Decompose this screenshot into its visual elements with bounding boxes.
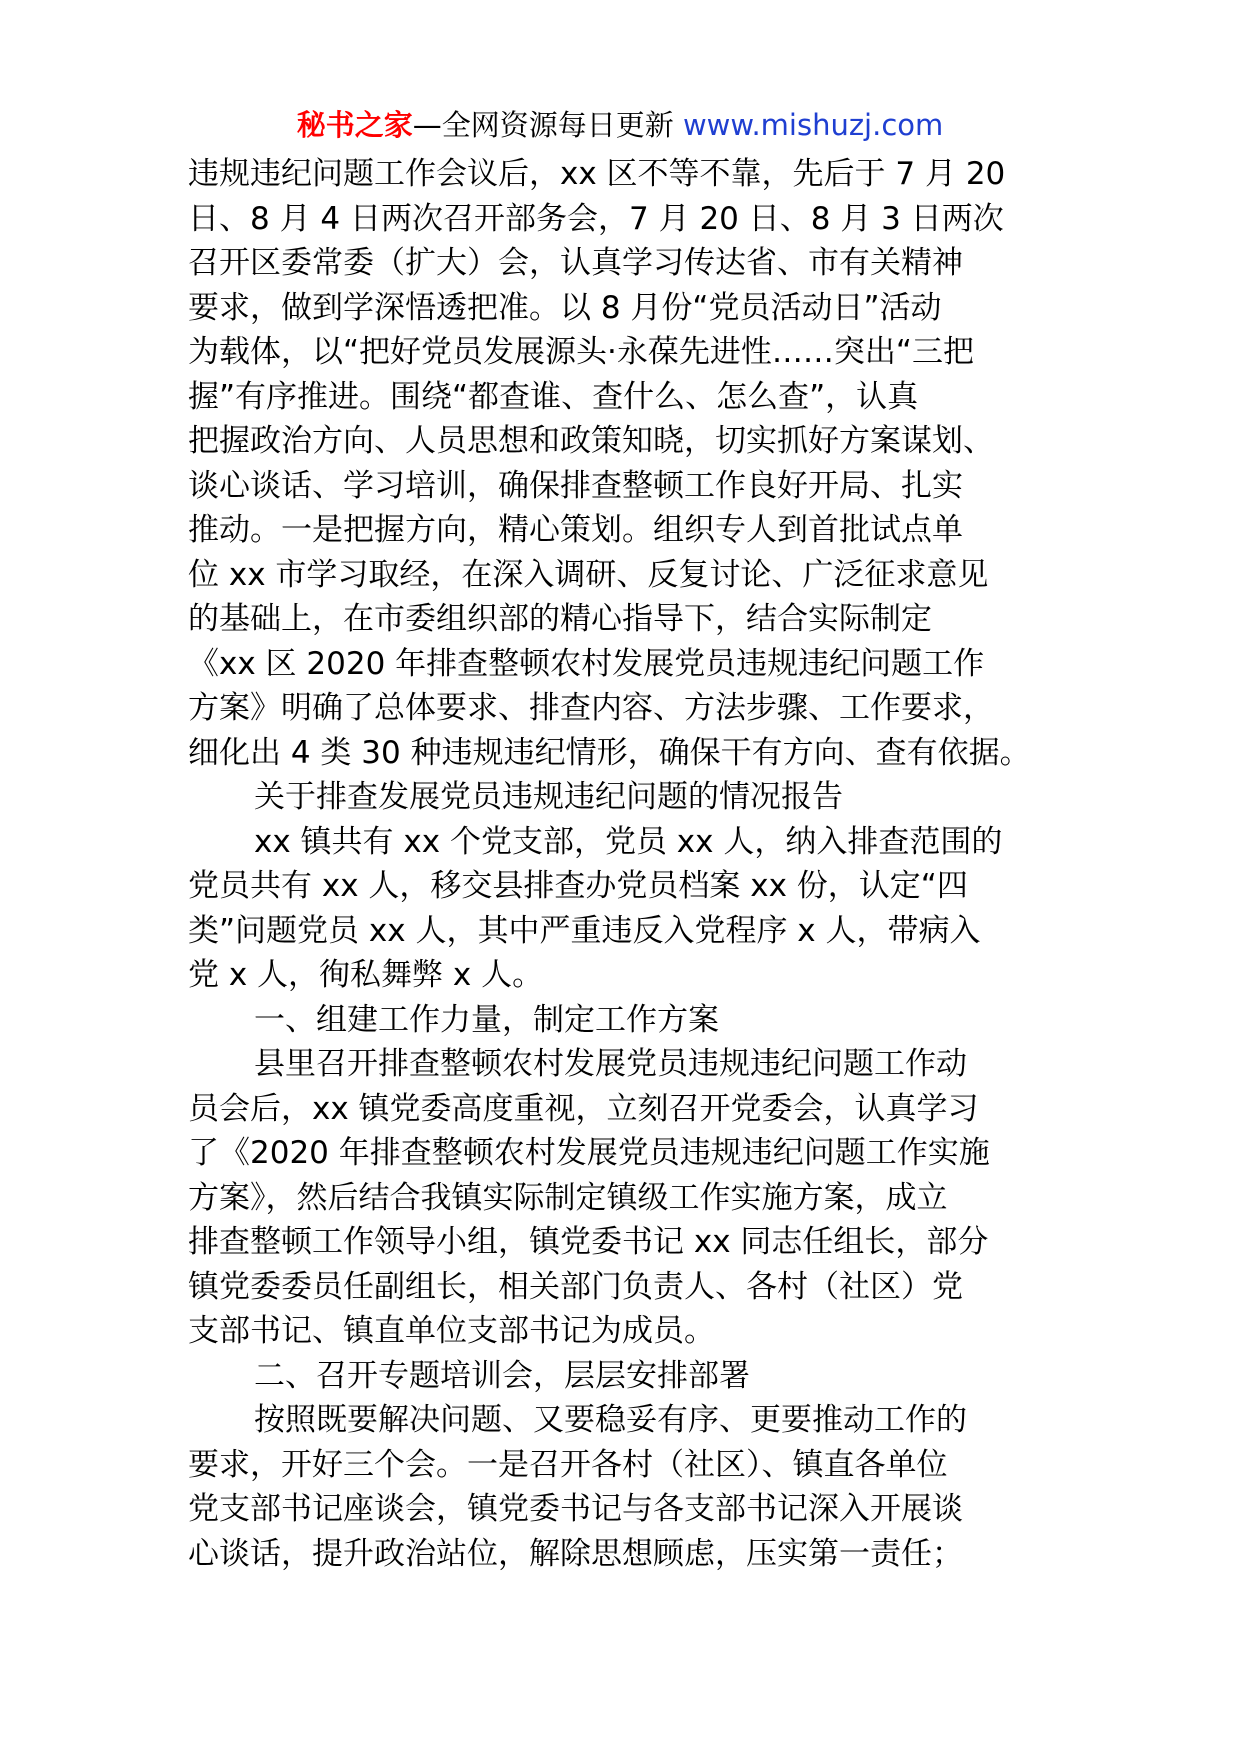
text-line: 推动。一是把握方向，精心策划。组织专人到首批试点单 (188, 512, 963, 548)
site-url-link[interactable]: www.mishuzj.com (682, 108, 944, 142)
text-line: 二、召开专题培训会，层层安排部署 (254, 1357, 750, 1394)
text-line: 县里召开排查整顿农村发展党员违规违纪问题工作动 (254, 1046, 967, 1082)
page-header (0, 106, 1240, 144)
text-line: 支部书记、镇直单位支部书记为成员。 (188, 1313, 715, 1349)
text-line: 为载体，以“把好党员发展源头·永葆先进性……突出“三把 (188, 334, 974, 370)
text-line: 关于排查发展党员违规违纪问题的情况报告 (254, 779, 843, 815)
text-line: 一、组建工作力量，制定工作方案 (254, 1001, 719, 1038)
text-line: 的基础上，在市委组织部的精心指导下，结合实际制定 (188, 601, 932, 637)
text-line: 把握政治方向、人员思想和政策知晓，切实抓好方案谋划、 (188, 423, 994, 459)
text-line: 员会后，xx 镇党委高度重视，立刻召开党委会，认真学习 (188, 1090, 979, 1127)
text-line: 方案》，然后结合我镇实际制定镇级工作实施方案，成立 (188, 1179, 948, 1216)
text-line: 日、8 月 4 日两次召开部务会，7 月 20 日、8 月 3 日两次 (188, 200, 1004, 237)
text-line: 类”问题党员 xx 人，其中严重违反入党程序 x 人，带病入 (188, 912, 981, 949)
text-line: 方案》明确了总体要求、排查内容、方法步骤、工作要求， (188, 690, 994, 726)
text-line: 镇党委委员任副组长，相关部门负责人、各村（社区）党 (188, 1268, 963, 1305)
text-line: 党支部书记座谈会，镇党委书记与各支部书记深入开展谈 (188, 1491, 963, 1527)
text-line: 按照既要解决问题、又要稳妥有序、更要推动工作的 (254, 1402, 967, 1438)
text-line: 党员共有 xx 人，移交县排查办党员档案 xx 份，认定“四 (188, 868, 968, 904)
text-line: 心谈话，提升政治站位，解除思想顾虑，压实第一责任； (188, 1535, 963, 1572)
text-line: 了《2020 年排查整顿农村发展党员违规违纪问题工作实施 (188, 1135, 990, 1171)
text-line: 细化出 4 类 30 种违规违纪情形，确保干有方向、查有依据。 (188, 734, 1031, 771)
text-line: 要求，做到学深悟透把准。以 8 月份“党员活动日”活动 (188, 289, 942, 326)
text-line: 《xx 区 2020 年排查整顿农村发展党员违规违纪问题工作 (188, 645, 985, 682)
text-line: 党 x 人，徇私舞弊 x 人。 (188, 957, 544, 993)
text-line: 要求，开好三个会。一是召开各村（社区）、镇直各单位 (188, 1446, 948, 1483)
text-line: 排查整顿工作领导小组，镇党委书记 xx 同志任组长，部分 (188, 1224, 989, 1260)
brand-name: 秘书之家 (296, 108, 413, 142)
document-body (188, 152, 1078, 1576)
text-line: 谈心谈话、学习培训，确保排查整顿工作良好开局、扎实 (188, 467, 963, 504)
text-line: 握”有序推进。围绕“都查谁、查什么、怎么查”，认真 (188, 378, 919, 415)
text-line: 违规违纪问题工作会议后，xx 区不等不靠，先后于 7 月 20 (188, 156, 1006, 192)
text-line: 位 xx 市学习取经，在深入调研、反复讨论、广泛征求意见 (188, 556, 989, 593)
header-tagline: —全网资源每日更新 (412, 108, 683, 142)
text-line: xx 镇共有 xx 个党支部，党员 xx 人，纳入排查范围的 (254, 823, 1003, 860)
text-line: 召开区委常委（扩大）会，认真学习传达省、市有关精神 (188, 245, 963, 281)
